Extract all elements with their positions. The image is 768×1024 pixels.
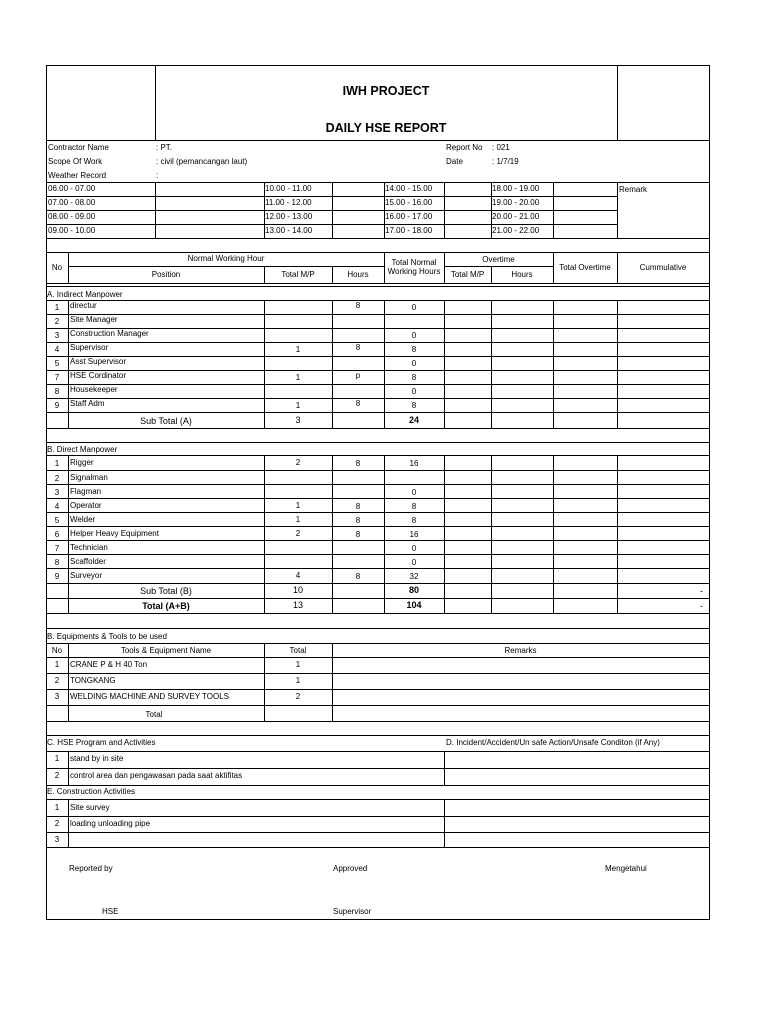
hse-program-row-no: 1 <box>54 754 60 763</box>
direct-row-no: 3 <box>54 488 60 497</box>
grid-line <box>46 628 710 629</box>
col-header-cummulative: Cummulative <box>639 263 687 272</box>
direct-row-total-hours: 0 <box>411 558 417 567</box>
indirect-row-position: directur <box>70 301 97 310</box>
grid-line <box>46 799 710 800</box>
grid-line <box>46 768 710 769</box>
grid-line <box>617 182 618 239</box>
direct-row-no: 8 <box>54 558 60 567</box>
grid-line <box>155 182 156 239</box>
direct-row-hours: 8 <box>355 572 361 581</box>
equipment-row-name: WELDING MACHINE AND SURVEY TOOLS <box>70 692 230 701</box>
grid-line <box>46 356 710 357</box>
indirect-row-total-hours: 0 <box>411 359 417 368</box>
grid-line <box>46 455 710 456</box>
direct-row-no: 6 <box>54 530 60 539</box>
direct-subtotal-cummulative: - <box>700 586 703 596</box>
reported-by-label: Reported by <box>69 864 113 873</box>
direct-row-no: 2 <box>54 474 60 483</box>
grid-line <box>46 182 710 183</box>
indirect-row-no: 3 <box>54 331 60 340</box>
grid-line <box>332 182 333 239</box>
date-value: : 1/7/19 <box>492 157 519 166</box>
indirect-row-no: 7 <box>54 373 60 382</box>
direct-subtotal-total: 80 <box>408 585 419 595</box>
indirect-row-no: 9 <box>54 401 60 410</box>
grid-line <box>553 182 554 239</box>
direct-subtotal-label: Sub Total (B) <box>140 586 192 596</box>
indirect-row-total-hours: 0 <box>411 331 417 340</box>
indirect-row-total-mp: 1 <box>295 345 301 354</box>
indirect-subtotal-total: 24 <box>408 415 419 425</box>
grid-line <box>46 568 710 569</box>
grid-line <box>46 721 710 722</box>
construction-row-text: loading unloading pipe <box>70 819 151 828</box>
grid-line <box>46 689 710 690</box>
grid-line <box>553 300 554 429</box>
direct-row-position: Signalman <box>70 473 108 482</box>
direct-row-hours: 8 <box>355 459 361 468</box>
direct-row-position: Welder <box>70 515 96 524</box>
weather-time-slot: 14.00 - 15.00 <box>385 184 433 193</box>
grid-line <box>46 286 710 287</box>
construction-row-text: Site survey <box>70 803 110 812</box>
direct-row-no: 7 <box>54 544 60 553</box>
grid-line <box>46 554 710 555</box>
grid-line <box>68 266 385 267</box>
direct-row-total-hours: 8 <box>411 516 417 525</box>
grid-line <box>46 613 710 614</box>
direct-subtotal-mp: 10 <box>292 585 303 595</box>
weather-time-slot: 06.00 - 07.00 <box>48 184 96 193</box>
mengetahui-label: Mengetahui <box>605 864 647 873</box>
direct-row-total-hours: 0 <box>411 488 417 497</box>
equipment-col-total: Total <box>289 646 307 655</box>
approved-label: Approved <box>333 864 368 873</box>
grid-line <box>46 643 710 644</box>
indirect-row-no: 2 <box>54 317 60 326</box>
direct-row-hours: 8 <box>355 530 361 539</box>
scope-value: : civil (pemancangan laut) <box>156 157 248 166</box>
direct-row-position: Technician <box>70 543 108 552</box>
indirect-row-position: HSE Cordinator <box>70 371 127 380</box>
col-header-total-mp: Total M/P <box>281 270 315 279</box>
direct-row-total-hours: 16 <box>409 530 419 539</box>
col-header-position: Position <box>151 270 181 279</box>
direct-row-hours: 8 <box>355 502 361 511</box>
weather-time-slot: 08.00 - 09.00 <box>48 212 96 221</box>
weather-time-slot: 11.00 - 12.00 <box>265 198 312 207</box>
indirect-row-hours: 8 <box>355 301 361 310</box>
grid-line <box>444 182 445 239</box>
indirect-subtotal-label: Sub Total (A) <box>140 416 192 426</box>
grid-line <box>46 442 710 443</box>
weather-time-slot: 19.00 - 20.00 <box>492 198 540 207</box>
sheet-border-bottom <box>46 919 710 920</box>
grid-line <box>68 751 69 786</box>
direct-row-total-mp: 2 <box>295 529 301 538</box>
direct-row-total-hours: 0 <box>411 544 417 553</box>
grid-line <box>491 300 492 429</box>
direct-row-no: 1 <box>54 459 60 468</box>
col-header-hours: Hours <box>347 270 369 279</box>
grid-line <box>46 673 710 674</box>
grid-line <box>68 300 69 429</box>
grid-line <box>617 300 618 429</box>
equipment-row-name: TONGKANG <box>70 676 116 685</box>
grand-total-mp: 13 <box>292 600 303 610</box>
col-header-total-overtime: Total Overtime <box>559 263 611 272</box>
direct-row-total-hours: 32 <box>409 572 419 581</box>
incident-section-title: D. Incident/Accident/Un safe Action/Unsafe Conditon (if Any) <box>446 738 660 747</box>
indirect-row-position: Construction Manager <box>70 329 149 338</box>
direct-row-position: Rigger <box>70 458 94 467</box>
equipment-row-no: 2 <box>54 676 60 685</box>
indirect-row-hours: 8 <box>355 399 361 408</box>
grid-line <box>444 266 554 267</box>
hse-program-row-text: stand by in site <box>70 754 124 763</box>
direct-row-no: 9 <box>54 572 60 581</box>
direct-row-position: Surveyor <box>70 571 103 580</box>
indirect-subtotal-mp: 3 <box>295 415 301 425</box>
indirect-manpower-title: A. Indirect Manpower <box>47 290 123 299</box>
indirect-row-position: Site Manager <box>70 315 118 324</box>
grid-line <box>46 140 710 141</box>
direct-row-total-hours: 16 <box>409 459 419 468</box>
indirect-row-no: 8 <box>54 387 60 396</box>
grid-line <box>46 238 710 239</box>
equipment-row-total: 2 <box>295 692 301 701</box>
grid-line <box>444 455 445 614</box>
weather-record-value: : <box>156 171 159 180</box>
construction-activities-title: E. Construction Activities <box>47 787 136 796</box>
weather-time-slot: 09.00 - 10.00 <box>48 226 96 235</box>
grid-line <box>46 583 710 584</box>
weather-time-slot: 07.00 - 08.00 <box>48 198 96 207</box>
weather-record-label: Weather Record <box>48 171 107 180</box>
grid-line <box>444 799 445 848</box>
equipment-col-remarks: Remarks <box>504 646 537 655</box>
grid-line <box>46 526 710 527</box>
direct-row-position: Helper Heavy Equipment <box>70 529 159 538</box>
equipment-row-name: CRANE P & H 40 Ton <box>70 660 148 669</box>
grid-line <box>46 751 710 752</box>
indirect-row-hours: p <box>355 371 361 380</box>
indirect-row-no: 4 <box>54 345 60 354</box>
grid-line <box>46 847 710 848</box>
grid-line <box>46 540 710 541</box>
weather-time-slot: 18.00 - 19.00 <box>492 184 540 193</box>
grid-line <box>46 498 710 499</box>
direct-row-position: Flagman <box>70 487 102 496</box>
grid-line <box>46 598 710 599</box>
grid-line <box>617 65 618 141</box>
col-header-ot-hours: Hours <box>511 270 533 279</box>
direct-row-no: 5 <box>54 516 60 525</box>
direct-row-total-mp: 1 <box>295 501 301 510</box>
grid-line <box>46 785 710 786</box>
grand-total-cummulative: - <box>700 601 703 611</box>
report-project-title: IWH PROJECT <box>342 84 430 98</box>
construction-row-no: 3 <box>54 835 60 844</box>
grid-line <box>332 300 333 429</box>
col-header-overtime: Overtime <box>482 255 515 264</box>
sheet-border-right <box>709 65 710 920</box>
weather-time-slot: 17.00 - 18.00 <box>385 226 433 235</box>
indirect-row-position: Asst Supervisor <box>70 357 127 366</box>
grid-line <box>46 484 710 485</box>
hse-program-title: C. HSE Program and Activities <box>47 738 156 747</box>
direct-row-total-mp: 2 <box>295 458 301 467</box>
hse-program-row-no: 2 <box>54 771 60 780</box>
grid-line <box>46 705 710 706</box>
equipment-col-no: No <box>51 646 63 655</box>
grid-line <box>46 657 710 658</box>
indirect-row-no: 1 <box>54 303 60 312</box>
direct-row-position: Operator <box>70 501 102 510</box>
indirect-row-position: Staff Adm <box>70 399 105 408</box>
weather-time-slot: 16.00 - 17.00 <box>385 212 433 221</box>
grid-line <box>46 252 710 253</box>
equipment-total-label: Total <box>145 710 163 719</box>
equipment-row-no: 1 <box>54 660 60 669</box>
indirect-row-no: 5 <box>54 359 60 368</box>
scope-label: Scope Of Work <box>48 157 103 166</box>
grid-line <box>46 283 710 284</box>
grid-line <box>617 455 618 614</box>
supervisor-signature-label: Supervisor <box>333 907 372 916</box>
col-header-total-normal: Total Normal <box>391 258 437 267</box>
construction-row-no: 1 <box>54 803 60 812</box>
indirect-row-total-hours: 8 <box>411 373 417 382</box>
grid-line <box>553 455 554 614</box>
direct-row-total-mp: 4 <box>295 571 301 580</box>
col-header-no: No <box>51 263 63 272</box>
direct-row-total-hours: 8 <box>411 502 417 511</box>
date-label: Date <box>446 157 463 166</box>
equipment-row-no: 3 <box>54 692 60 701</box>
contractor-value: : PT. <box>156 143 173 152</box>
indirect-row-total-mp: 1 <box>295 401 301 410</box>
weather-time-slot: 21.00 - 22.00 <box>492 226 540 235</box>
indirect-row-total-hours: 0 <box>411 303 417 312</box>
weather-time-slot: 13.00 - 14.00 <box>265 226 313 235</box>
col-header-normal-working-hour: Normal Working Hour <box>187 254 265 263</box>
grid-line <box>46 428 710 429</box>
indirect-row-total-hours: 8 <box>411 401 417 410</box>
grid-line <box>68 799 69 848</box>
direct-row-total-mp: 1 <box>295 515 301 524</box>
hse-signature-label: HSE <box>102 907 119 916</box>
indirect-row-total-hours: 0 <box>411 387 417 396</box>
grid-line <box>444 300 445 429</box>
col-header-ot-total-mp: Total M/P <box>450 270 485 279</box>
equipment-section-title: B. Equipments & Tools to be used <box>47 632 167 641</box>
sheet-border-top <box>46 65 710 66</box>
grid-line <box>46 816 710 817</box>
weather-time-slot: 12.00 - 13.00 <box>265 212 313 221</box>
weather-time-slot: 20.00 - 21.00 <box>492 212 540 221</box>
report-no-value: : 021 <box>492 143 510 152</box>
grid-line <box>444 751 445 786</box>
direct-row-hours: 8 <box>355 516 361 525</box>
indirect-row-position: Housekeeper <box>70 385 118 394</box>
indirect-row-hours: 8 <box>355 343 361 352</box>
direct-manpower-title: B. Direct Manpower <box>47 445 118 454</box>
hse-program-row-text: control area dan pengawasan pada saat aktifitas <box>70 771 243 780</box>
construction-row-no: 2 <box>54 819 60 828</box>
equipment-row-total: 1 <box>295 676 301 685</box>
grid-line <box>46 412 710 413</box>
equipment-col-name: Tools & Equipment Name <box>120 646 212 655</box>
contractor-label: Contractor Name <box>48 143 109 152</box>
grid-line <box>46 384 710 385</box>
weather-time-slot: 10.00 - 11.00 <box>265 184 312 193</box>
direct-row-position: Scaffolder <box>70 557 106 566</box>
weather-time-slot: 15.00 - 16.00 <box>385 198 433 207</box>
col-header-working-hours: Working Hours <box>387 267 441 276</box>
indirect-row-total-hours: 8 <box>411 345 417 354</box>
direct-row-no: 4 <box>54 502 60 511</box>
indirect-row-position: Supervisor <box>70 343 109 352</box>
grid-line <box>46 314 710 315</box>
grid-line <box>46 735 710 736</box>
grand-total-label: Total (A+B) <box>142 601 190 611</box>
equipment-row-total: 1 <box>295 660 301 669</box>
grid-line <box>46 832 710 833</box>
indirect-row-total-mp: 1 <box>295 373 301 382</box>
report-title: DAILY HSE REPORT <box>325 121 447 135</box>
grid-line <box>491 455 492 614</box>
grid-line <box>46 470 710 471</box>
weather-remark-label: Remark <box>619 185 648 194</box>
grand-total-hours: 104 <box>406 600 422 610</box>
report-no-label: Report No <box>446 143 483 152</box>
grid-line <box>46 512 710 513</box>
